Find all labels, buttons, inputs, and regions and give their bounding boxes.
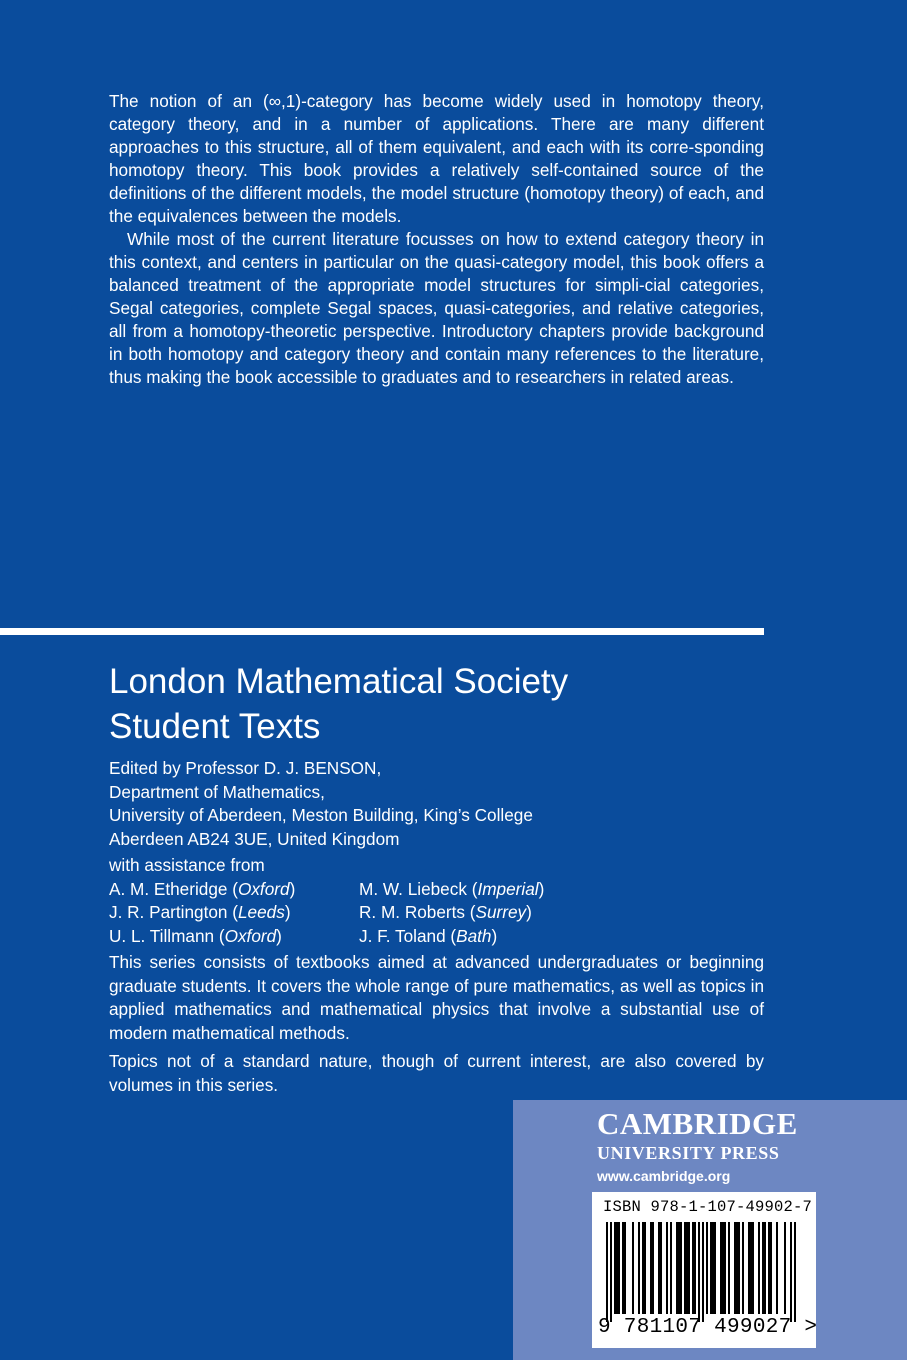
editor-line-2: Department of Mathematics, (109, 781, 325, 802)
barcode-bar (728, 1222, 730, 1314)
publisher-panel (513, 1100, 907, 1360)
assistant: A. M. Etheridge (Oxford) (109, 878, 296, 899)
assistance-list (109, 878, 764, 949)
barcode-bar (610, 1222, 612, 1322)
barcode-bar (692, 1222, 696, 1314)
divider-rule (0, 628, 764, 635)
barcode-bar (758, 1222, 760, 1314)
barcode-bar (658, 1222, 662, 1314)
barcode (602, 1222, 802, 1326)
barcode-bar (684, 1222, 690, 1314)
assistant: M. W. Liebeck (Imperial) (359, 878, 545, 899)
series-description (109, 951, 764, 1102)
assistant: J. R. Partington (Leeds) (109, 902, 291, 922)
barcode-bar (720, 1222, 726, 1314)
publisher-logo-press: UNIVERSITY PRESS (597, 1143, 780, 1163)
assistant: U. L. Tillmann (Oxford) (109, 925, 282, 946)
series-title-line-1: London Mathematical Society (109, 662, 569, 701)
assistance-intro: with assistance from (109, 855, 265, 875)
barcode-bar (650, 1222, 654, 1314)
assistant: R. M. Roberts (Surrey) (359, 902, 532, 922)
barcode-bar (670, 1222, 672, 1314)
barcode-bar (706, 1222, 708, 1314)
editor-info (109, 757, 764, 851)
barcode-bar (702, 1222, 704, 1322)
barcode-bar (622, 1222, 626, 1314)
barcode-bar (794, 1222, 796, 1322)
barcode-bar (666, 1222, 668, 1314)
barcode-bar (638, 1222, 640, 1314)
series-title (109, 659, 568, 749)
barcode-bar (768, 1222, 772, 1314)
series-description-paragraph-2: Topics not of a standard nature, though of current interest, are also covered by volumes in this series. (109, 1051, 764, 1095)
barcode-bar (790, 1222, 792, 1322)
isbn-label: ISBN 978-1-107-49902-7 (603, 1198, 813, 1216)
barcode-box (592, 1192, 816, 1348)
barcode-bar (748, 1222, 754, 1314)
editor-line-4: Aberdeen AB24 3UE, United Kingdom (109, 828, 400, 849)
barcode-digits: 9 781107 499027 > (598, 1316, 818, 1339)
blurb-paragraph-1: The notion of an (∞,1)-category has become widely used in homotopy theory, category theory, and in a number of applications. There are many different approaches to this structure, all of them equivalent, and each with its corre-sponding homotopy theory. This book provides a relatively self-contained source of the definitions of the different models, the model structure (homotopy theory) of each, and the equivalences between the models. (109, 91, 764, 226)
barcode-bar (776, 1222, 778, 1314)
barcode-bar (632, 1222, 634, 1314)
series-description-paragraph-1: This series consists of textbooks aimed at advanced undergraduates or beginning graduate students. It covers the whole range of pure mathematics, as well as topics in applied mathematics and mathematical physics that involve a substantial use of modern mathematical methods. (109, 952, 764, 1043)
blurb (109, 90, 764, 389)
assistant: J. F. Toland (Bath) (359, 925, 498, 946)
barcode-bar (606, 1222, 608, 1322)
publisher-logo-name: CAMBRIDGE (597, 1106, 798, 1141)
editor-line-1: Edited by Professor D. J. BENSON, (109, 758, 382, 778)
blurb-paragraph-2: While most of the current literature focusses on how to extend category theory in this context, and centers in particular on the quasi-category model, this book offers a balanced treatment of the appropriate model structures for simpli-cial categories, Segal categories, complete Segal spaces, quasi-categories, and relative categories, all from a homotopy-theoretic perspective. Introductory chapters provide background in both homotopy and category theory and contain many references to the literature, thus making the book accessible to graduates and to researchers in related areas. (109, 229, 764, 387)
editor-line-3: University of Aberdeen, Meston Building, King’s College (109, 805, 533, 825)
barcode-bar (784, 1222, 786, 1314)
barcode-bar (642, 1222, 646, 1314)
barcode-bar (710, 1222, 716, 1314)
series-title-line-2: Student Texts (109, 707, 321, 746)
publisher-url: www.cambridge.org (597, 1168, 731, 1184)
barcode-bar (698, 1222, 700, 1322)
barcode-bar (676, 1222, 682, 1314)
barcode-bar (742, 1222, 744, 1314)
barcode-bar (614, 1222, 620, 1314)
barcode-bar (734, 1222, 740, 1314)
assistance-section (109, 854, 764, 948)
barcode-bar (762, 1222, 766, 1314)
